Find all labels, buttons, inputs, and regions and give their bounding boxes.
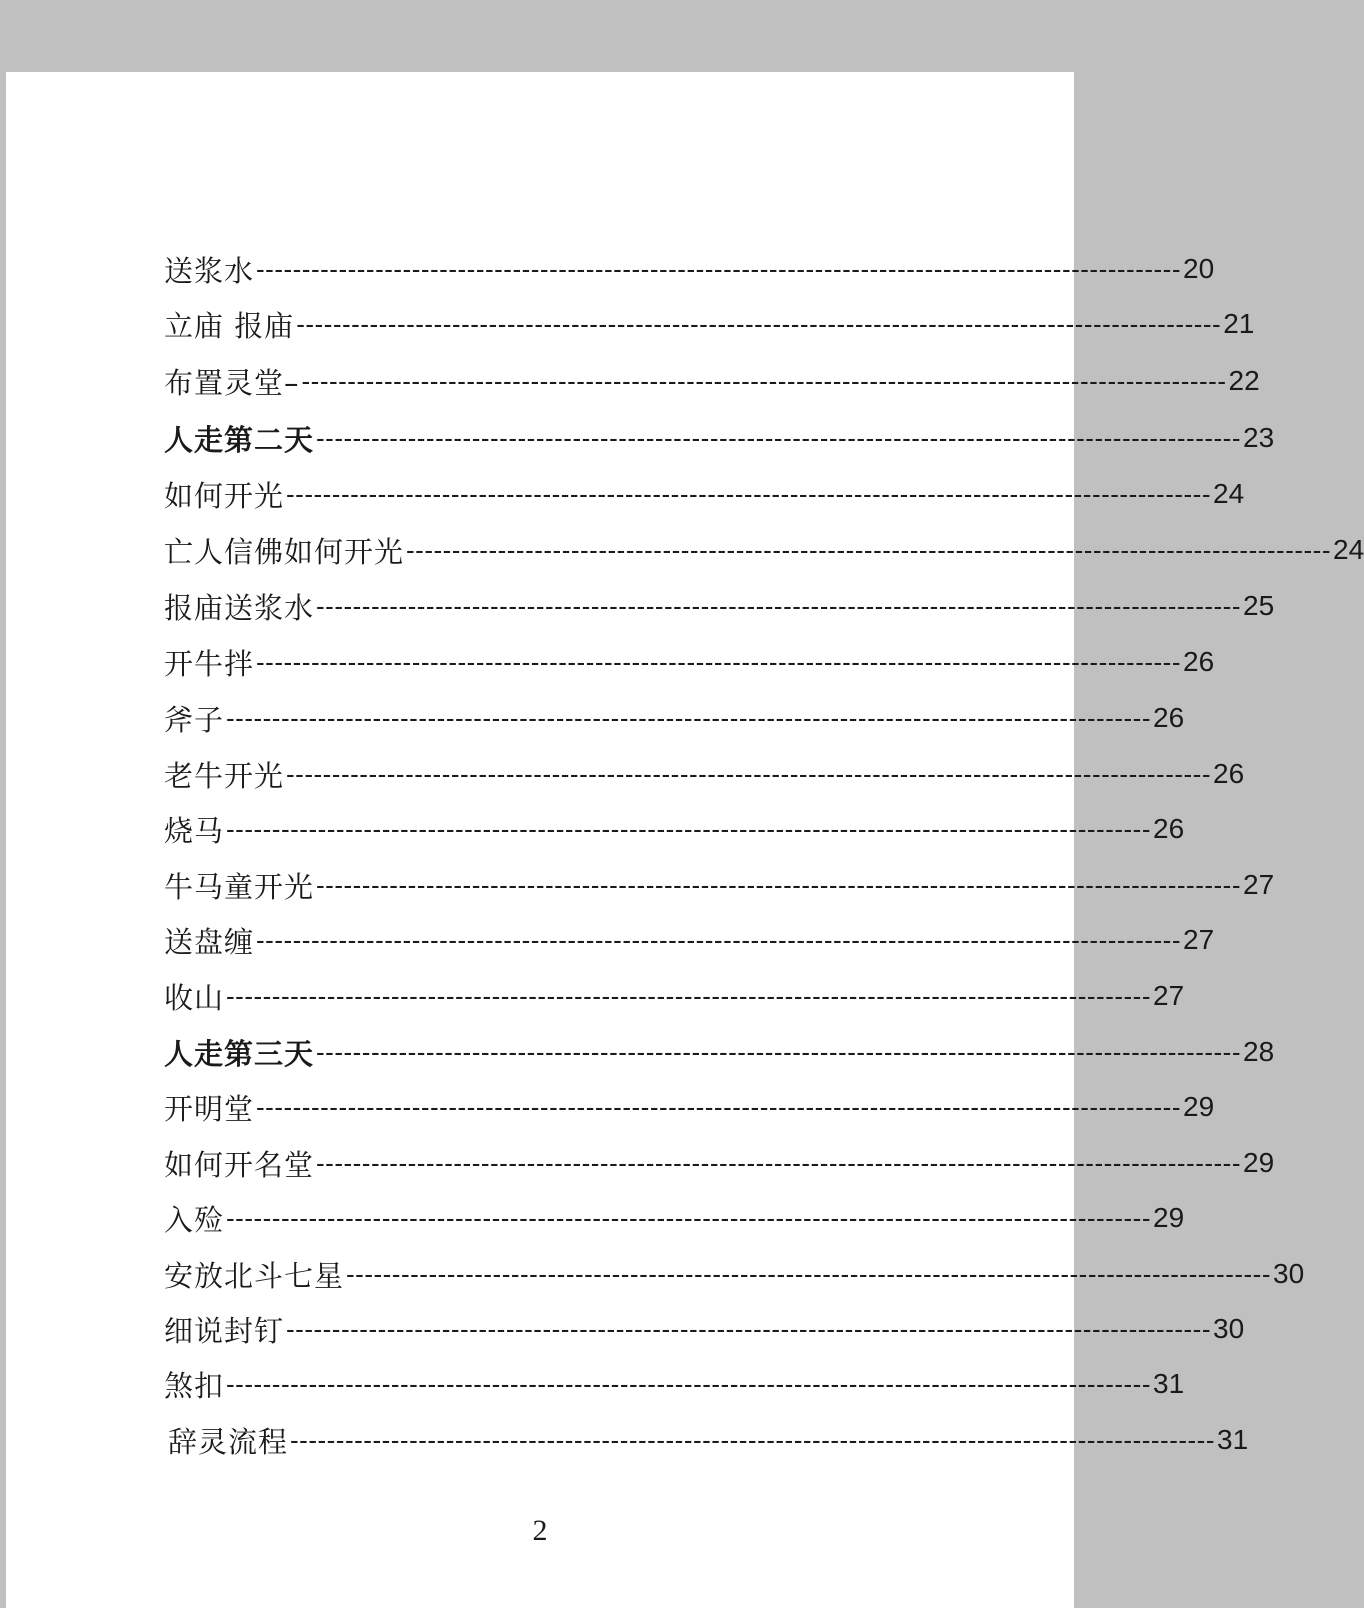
toc-entry-title: 细说封钉 xyxy=(164,1313,285,1348)
dot-leader: ----------------------------------------------------------------------------------------------------- xyxy=(346,1258,1271,1289)
toc-entry-page: 29 xyxy=(1243,1147,1275,1178)
toc-entry-title: 送盘缠 xyxy=(164,924,255,959)
toc-entry xyxy=(164,807,1185,851)
dot-leader: ----------------------------------------------------------------------------------------------------- xyxy=(226,980,1151,1011)
toc-entry-title: 斧子 xyxy=(164,702,225,737)
dot-leader: ----------------------------------------------------------------------------------------------------- xyxy=(406,534,1331,565)
dot-leader: ----------------------------------------------------------------------------------------------------- xyxy=(286,478,1211,509)
toc-entry-page: 26 xyxy=(1183,646,1215,677)
toc-entry-page: 22 xyxy=(1228,365,1260,396)
document-page xyxy=(6,72,1364,1608)
dot-leader: ----------------------------------------------------------------------------------------------------- xyxy=(316,590,1241,621)
dot-leader: ----------------------------------------------------------------------------------------------------- xyxy=(301,365,1227,396)
dot-leader: ----------------------------------------------------------------------------------------------------- xyxy=(226,1202,1151,1233)
toc-entry xyxy=(164,752,1245,796)
toc-entry-title: 如何开名堂 xyxy=(164,1147,315,1182)
toc-entry xyxy=(164,359,1260,403)
toc-entry-page: 21 xyxy=(1223,308,1255,339)
dot-leader: ----------------------------------------------------------------------------------------------------- xyxy=(226,813,1151,844)
toc-entry-title: 入殓 xyxy=(164,1202,225,1237)
toc-entry-title: 人走第三天 xyxy=(164,1036,315,1071)
toc-entry-title: 亡人信佛如何开光 xyxy=(164,534,405,569)
toc-entry-page: 29 xyxy=(1183,1091,1215,1122)
toc-entry-title: 收山 xyxy=(164,980,225,1015)
dot-leader: ----------------------------------------------------------------------------------------------------- xyxy=(256,646,1181,677)
toc-entry xyxy=(164,584,1275,628)
toc-entry-title: 牛马童开光 xyxy=(164,869,315,904)
toc-entry-page: 26 xyxy=(1213,758,1245,789)
toc-entry-page: 20 xyxy=(1183,253,1215,284)
toc-entry xyxy=(164,974,1185,1018)
page-number: 2 xyxy=(532,1514,548,1547)
dot-leader: ----------------------------------------------------------------------------------------------------- xyxy=(256,253,1181,284)
toc-entry-title: 烧马 xyxy=(164,813,225,848)
toc-entry-page: 27 xyxy=(1153,980,1185,1011)
toc-entry xyxy=(164,1252,1305,1296)
dot-leader: ----------------------------------------------------------------------------------------------------- xyxy=(256,1091,1181,1122)
toc-entry xyxy=(164,528,1364,572)
toc-entry xyxy=(164,640,1215,684)
dot-leader: ----------------------------------------------------------------------------------------------------- xyxy=(226,702,1151,733)
dot-leader: ----------------------------------------------------------------------------------------------------- xyxy=(316,1147,1241,1178)
toc-entry-page: 23 xyxy=(1243,422,1275,453)
dot-leader: ----------------------------------------------------------------------------------------------------- xyxy=(256,924,1181,955)
toc-entry-page: 31 xyxy=(1217,1424,1249,1455)
toc-entry xyxy=(164,1141,1275,1185)
dot-leader: ----------------------------------------------------------------------------------------------------- xyxy=(316,869,1241,900)
toc-entry xyxy=(164,472,1245,516)
toc-entry-page: 26 xyxy=(1153,813,1185,844)
toc-entry xyxy=(164,1362,1185,1406)
dot-leader: ----------------------------------------------------------------------------------------------------- xyxy=(290,1424,1215,1455)
dot-leader: ----------------------------------------------------------------------------------------------------- xyxy=(316,422,1241,453)
toc-entry-title: 安放北斗七星 xyxy=(164,1258,345,1293)
toc-entry-title: 开牛拌 xyxy=(164,646,255,681)
toc-entry-title: 送浆水 xyxy=(164,253,255,288)
toc-entry-page: 28 xyxy=(1243,1036,1275,1067)
toc-entry-page: 25 xyxy=(1243,590,1275,621)
toc-entry xyxy=(164,302,1255,346)
toc-entry-page: 29 xyxy=(1153,1202,1185,1233)
dot-leader: ----------------------------------------------------------------------------------------------------- xyxy=(226,1368,1151,1399)
dot-leader: ----------------------------------------------------------------------------------------------------- xyxy=(286,758,1211,789)
toc-entry xyxy=(164,1196,1185,1240)
toc-entry-title: 报庙送浆水 xyxy=(164,590,315,625)
dot-leader: ----------------------------------------------------------------------------------------------------- xyxy=(296,308,1222,339)
toc-entry-title: 立庙 报庙 xyxy=(164,308,295,343)
dot-leader: ----------------------------------------------------------------------------------------------------- xyxy=(286,1313,1211,1344)
toc-entry-page: 24 xyxy=(1213,478,1245,509)
toc-entry xyxy=(164,696,1185,740)
toc-entry-page: 30 xyxy=(1273,1258,1305,1289)
toc-entry xyxy=(164,416,1275,460)
toc-entry-title: 辞灵流程 xyxy=(168,1424,289,1459)
toc-entry-title: 开明堂 xyxy=(164,1091,255,1126)
toc-entry xyxy=(164,863,1275,907)
toc-entry-page: 31 xyxy=(1153,1368,1185,1399)
toc-entry xyxy=(164,1085,1215,1129)
toc-entry xyxy=(168,1418,1249,1462)
toc-entry-page: 27 xyxy=(1243,869,1275,900)
toc-entry-title: 老牛开光 xyxy=(164,758,285,793)
toc-entry-page: 26 xyxy=(1153,702,1185,733)
dot-leader: ----------------------------------------------------------------------------------------------------- xyxy=(316,1036,1241,1067)
toc-entry xyxy=(164,918,1215,962)
toc-entry-page: 27 xyxy=(1183,924,1215,955)
toc-entry xyxy=(164,1030,1275,1074)
toc-entry-title: 人走第二天 xyxy=(164,422,315,457)
toc-entry xyxy=(164,1307,1245,1351)
toc-entry-page: 30 xyxy=(1213,1313,1245,1344)
toc-entry-page: 24 xyxy=(1333,534,1364,565)
toc-entry-title: 煞扣 xyxy=(164,1368,225,1403)
toc-entry-title: 布置灵堂– xyxy=(164,365,300,400)
toc-entry-title: 如何开光 xyxy=(164,478,285,513)
toc-entry xyxy=(164,247,1215,291)
